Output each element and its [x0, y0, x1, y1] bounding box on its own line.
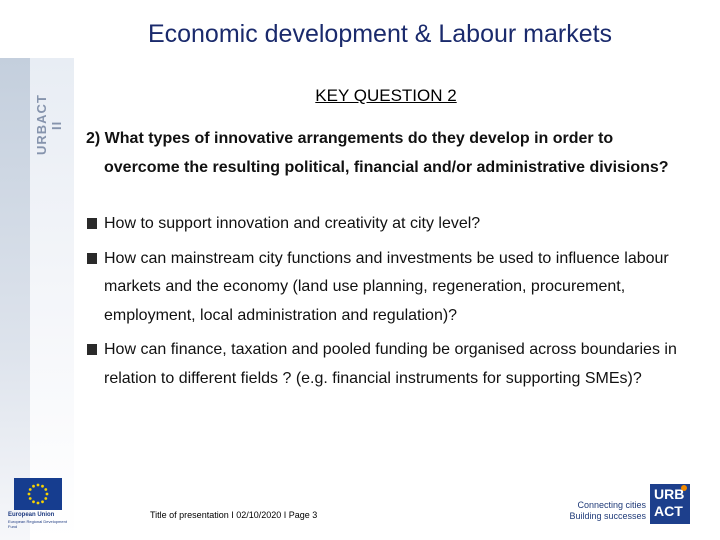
urbact-tagline [560, 500, 646, 522]
eu-sublabel: European Regional Development Fund [8, 519, 67, 529]
urbact-logo-text [650, 484, 690, 524]
left-decor-strip [0, 58, 30, 540]
bullet-item [86, 210, 706, 239]
slide-title: Economic development & Labour markets [147, 20, 613, 48]
question-first-line: 2) What types of innovative arrangements do they develop in order to [86, 130, 614, 147]
question-continuation: overcome the resulting political, financial and/or administrative divisions? [104, 159, 669, 176]
tagline-line-1: Connecting cities [577, 500, 646, 510]
bullet-list [86, 210, 706, 399]
urbact-logo-top: URB [654, 486, 685, 502]
side-program-label: URBACT II [34, 94, 64, 156]
bullet-item [86, 336, 706, 393]
slide-footer: Title of presentation I 02/10/2020 I Page 3 [150, 510, 318, 520]
eu-flag-icon [14, 478, 62, 510]
eu-caption [8, 512, 72, 529]
square-bullet-icon [87, 344, 97, 355]
bullet-text: How to support innovation and creativity at city level? [104, 215, 481, 232]
question-text [86, 124, 706, 182]
square-bullet-icon [87, 218, 97, 229]
eu-stars-icon [14, 478, 62, 510]
bullet-text: How can finance, taxation and pooled funding be organised across boundaries in relation to different fields ? (e.g. financial instruments for supporting SMEs)? [104, 341, 677, 387]
eu-label: European Union [8, 512, 55, 518]
key-question-heading: KEY QUESTION 2 [315, 86, 457, 105]
square-bullet-icon [87, 253, 97, 264]
tagline-line-2: Building successes [569, 511, 646, 521]
bullet-item [86, 245, 706, 331]
bullet-text: How can mainstream city functions and investments be used to influence labour markets and the economy (land use planning, regeneration, procurement, employment, local administration and regulation)? [104, 249, 669, 324]
urbact-logo-bottom: ACT [654, 503, 683, 519]
